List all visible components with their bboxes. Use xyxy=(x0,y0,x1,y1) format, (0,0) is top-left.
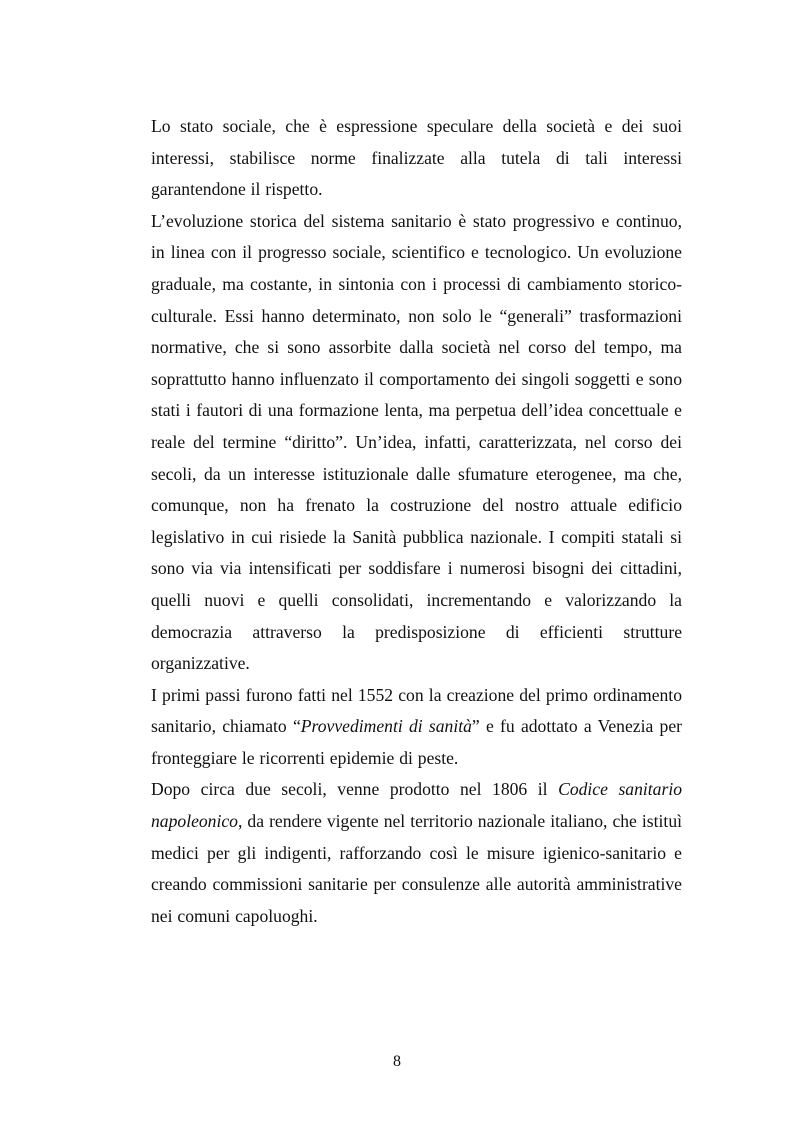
paragraph-primi-passi xyxy=(151,680,682,775)
italic-title-provvedimenti: Provvedimenti di sanità xyxy=(300,716,472,737)
paragraph-text: I primi passi furono fatti nel 1552 con la creazione del primo ordinamento sanitario, chiamato “ xyxy=(151,684,682,737)
paragraph-evoluzione-storica xyxy=(151,206,682,680)
italic-title-codice: Codice sanitario napoleonico xyxy=(151,779,683,832)
body-text xyxy=(151,111,682,932)
paragraph-text: Dopo circa due secoli, venne prodotto nel 1806 il xyxy=(151,779,559,800)
paragraph-text: ” e fu adottato a Venezia per fronteggiare le ricorrenti epidemie di peste. xyxy=(151,716,682,768)
paragraph-text: , da rendere vigente nel territorio nazionale italiano, che istituì medici per gli indigenti, rafforzando così le misure igienico-sanitario e creando commissioni sanitarie per consulenze alle autorità amministrative nei comuni capoluoghi. xyxy=(151,811,682,926)
paragraph-text: L’evoluzione storica del sistema sanitario è stato progressivo e continuo, in linea con il progresso sociale, scientifico e tecnologico. Un evoluzione graduale, ma costante, in sintonia con i processi di cambiamento storico-culturale. Essi hanno determinato, non solo le “generali” trasformazioni normative, che si sono assorbite dalla società nel corso del tempo, ma soprattutto hanno influenzato il comportamento dei singoli soggetti e sono stati i fautori di una formazione lenta, ma perpetua dell’idea concettuale e reale del termine “diritto”. Un’idea, infatti, caratterizzata, nel corso dei secoli, da un interesse istituzionale dalle sfumature eterogenee, ma che, comunque, non ha frenato la costruzione del nostro attuale edificio legislativo in cui risiede la Sanità pubblica nazionale. I compiti statali si sono via via intensificati per soddisfare i numerosi bisogni dei cittadini, quelli nuovi e quelli consolidati, incrementando e valorizzando la democrazia attraverso la predisposizione di efficienti strutture organizzative. xyxy=(151,210,682,674)
paragraph-text: Lo stato sociale, che è espressione speculare della società e dei suoi interessi, stabilisce norme finalizzate alla tutela di tali interessi garantendone il rispetto. xyxy=(151,116,682,200)
page-number: 8 xyxy=(393,1053,401,1070)
paragraph-codice-napoleonico xyxy=(151,774,682,932)
paragraph-stato-sociale xyxy=(151,111,682,206)
